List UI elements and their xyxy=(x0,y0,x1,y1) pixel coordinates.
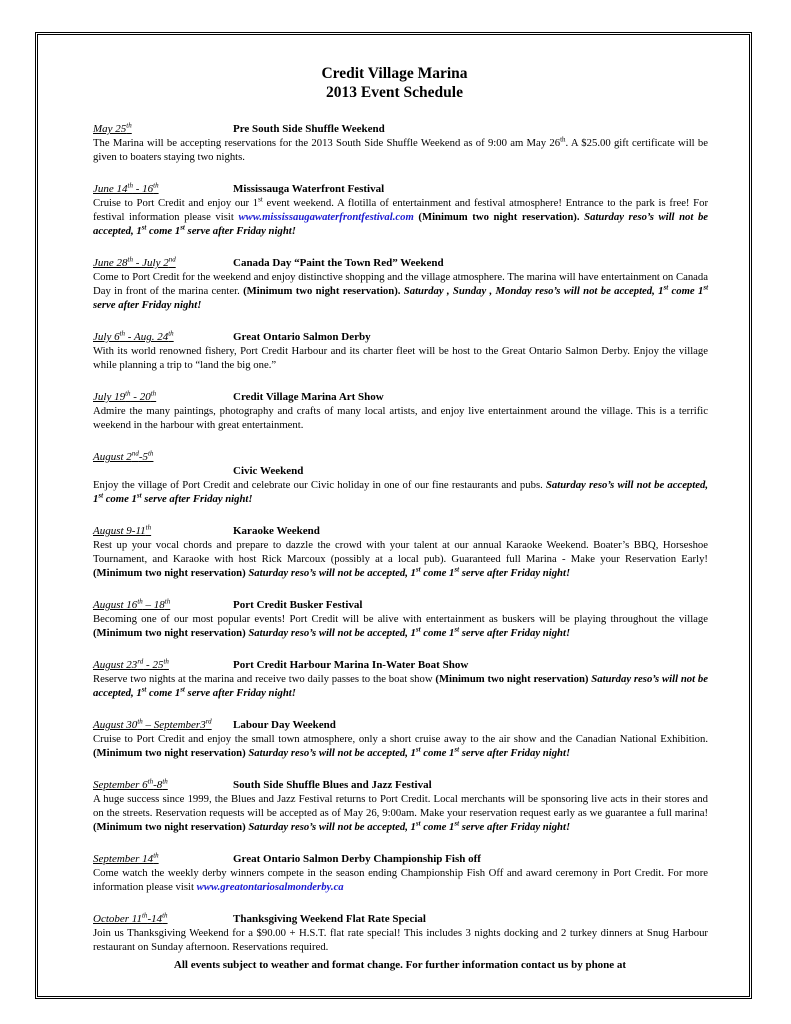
event-header xyxy=(93,256,708,270)
event-date: June 14th - 16th xyxy=(93,181,159,195)
event-entry xyxy=(93,658,708,700)
event-date: September 6th-8th xyxy=(93,777,168,791)
event-entry xyxy=(93,912,708,954)
event-description: Cruise to Port Credit and enjoy the small town atmosphere, only a short cruise away to the air show and the Canadian National Exhibition. (Minimum two night reservation) Saturday reso’s will not be accepted, 1st come 1st serve after Friday night! xyxy=(93,733,708,759)
event-header xyxy=(93,718,708,732)
event-name: Port Credit Busker Festival xyxy=(233,599,363,611)
event-description: Come to Port Credit for the weekend and enjoy distinctive shopping and the village atmosphere. The marina will have entertainment on Canada Day in front of the marina center. (Minimum two night reservation). Saturday , Sunday , Monday reso’s will not be accepted, 1st come 1st serve after Friday night! xyxy=(93,271,709,311)
reservation-minimum: (Minimum two night reservation) xyxy=(93,567,246,579)
reservation-note: Saturday , Sunday , Monday reso’s will not be accepted, 1st come 1st serve after Friday night! xyxy=(93,283,709,311)
event-header xyxy=(93,450,708,464)
event-date: October 11th-14th xyxy=(93,911,168,925)
event-header xyxy=(93,182,708,196)
event-description: The Marina will be accepting reservations for the 2013 South Side Shuffle Weekend as of 9:00 am May 26th. A $25.00 gift certificate will be given to boaters staying two nights. xyxy=(93,135,709,163)
page-title: Credit Village Marina xyxy=(321,65,468,82)
reservation-minimum: (Minimum two night reservation) xyxy=(93,821,246,833)
event-date: July 19th - 20th xyxy=(93,389,157,403)
event-date: August 9-11th xyxy=(93,523,152,537)
event-header xyxy=(93,912,708,926)
page-subtitle: 2013 Event Schedule xyxy=(326,84,463,101)
event-name: Thanksgiving Weekend Flat Rate Special xyxy=(233,913,426,925)
event-description: Rest up your vocal chords and prepare to dazzle the crowd with your talent at our annual Karaoke Weekend. Boater’s BBQ, Horseshoe Tournament, and Karaoke with host Rick Marcoux (possibly at a local pub). Guaranteed full Marina - Make your Reservation Early! (Minimum two night reservation) Saturday reso’s will not be accepted, 1st come 1st serve after Friday night! xyxy=(93,539,708,579)
event-name: Labour Day Weekend xyxy=(233,719,336,731)
event-name: Mississauga Waterfront Festival xyxy=(233,183,385,195)
event-description: Admire the many paintings, photography and crafts of many local artists, and enjoy live entertainment around the village. This is a terrific weekend in the harbour with great entertainment. xyxy=(93,405,708,431)
reservation-minimum: (Minimum two night reservation). xyxy=(243,285,401,297)
event-date: July 6th - Aug. 24th xyxy=(93,329,174,343)
event-header xyxy=(93,122,708,136)
event-description: Enjoy the village of Port Credit and celebrate our Civic holiday in one of our fine restaurants and pubs. Saturday reso’s will not be accepted, 1st come 1st serve after Friday night! xyxy=(93,479,709,505)
reservation-note: Saturday reso’s will not be accepted, 1st come 1st serve after Friday night! xyxy=(93,673,709,699)
event-date: August 23rd - 25th xyxy=(93,657,169,671)
event-name: Great Ontario Salmon Derby xyxy=(233,331,371,343)
event-name: Karaoke Weekend xyxy=(233,525,320,537)
reservation-note: Saturday reso’s will not be accepted, 1st come 1st serve after Friday night! xyxy=(93,479,709,505)
event-name: Port Credit Harbour Marina In-Water Boat Show xyxy=(233,659,469,671)
event-entry xyxy=(93,852,708,894)
reservation-note: Saturday reso’s will not be accepted, 1st come 1st serve after Friday night! xyxy=(248,625,571,639)
event-description: Cruise to Port Credit and enjoy our 1st event weekend. A flotilla of entertainment and festival atmosphere! Entrance to the park is free! For festival information please visit www.mississaugawaterfrontfestival.com (Minimum two night reservation). Saturday reso’s will not be accepted, 1st come 1st serve after Friday night! xyxy=(93,195,709,237)
event-header xyxy=(93,778,708,792)
event-name: Canada Day “Paint the Town Red” Weekend xyxy=(233,257,444,269)
reservation-note: Saturday reso’s will not be accepted, 1st come 1st serve after Friday night! xyxy=(248,565,571,579)
event-name: Credit Village Marina Art Show xyxy=(233,391,384,403)
event-name: Civic Weekend xyxy=(233,465,304,477)
event-entry xyxy=(93,718,708,760)
event-date: August 30th – September3rd xyxy=(93,717,212,731)
event-description: Come watch the weekly derby winners compete in the season ending Championship Fish Off and award ceremony in Port Credit. For more information please visit www.greatontariosalmonderby.ca xyxy=(93,867,708,893)
event-header xyxy=(93,658,708,672)
reservation-note: Saturday reso’s will not be accepted, 1st come 1st serve after Friday night! xyxy=(248,745,571,759)
event-name: Pre South Side Shuffle Weekend xyxy=(233,123,385,135)
event-date: August 2nd-5th xyxy=(93,449,154,463)
reservation-minimum: (Minimum two night reservation) xyxy=(93,747,246,759)
event-description: Reserve two nights at the marina and receive two daily passes to the boat show (Minimum two night reservation) Saturday reso’s will not be accepted, 1st come 1st serve after Friday night! xyxy=(93,673,709,699)
event-date: August 16th – 18th xyxy=(93,597,171,611)
event-list xyxy=(93,122,708,954)
event-header xyxy=(93,852,708,866)
event-description: With its world renowned fishery, Port Credit Harbour and its charter fleet will be host to the Great Ontario Salmon Derby. Enjoy the village while planning a trip to “land the big one.” xyxy=(93,345,708,371)
event-link[interactable]: www.mississaugawaterfrontfestival.com xyxy=(238,211,414,223)
event-date: September 14th xyxy=(93,851,159,865)
event-date: June 28th - July 2nd xyxy=(93,255,176,269)
event-entry xyxy=(93,450,708,506)
event-entry xyxy=(93,182,708,238)
event-name: South Side Shuffle Blues and Jazz Festival xyxy=(233,779,432,791)
document-body xyxy=(93,64,708,972)
event-header xyxy=(93,330,708,344)
event-link[interactable]: www.greatontariosalmonderby.ca xyxy=(196,881,344,893)
event-entry xyxy=(93,390,708,432)
event-entry xyxy=(93,330,708,372)
event-header xyxy=(93,390,708,404)
event-entry xyxy=(93,598,708,640)
event-header xyxy=(93,598,708,612)
reservation-note: Saturday reso’s will not be accepted, 1st come 1st serve after Friday night! xyxy=(93,211,709,237)
reservation-minimum: (Minimum two night reservation). xyxy=(418,211,580,223)
reservation-minimum: (Minimum two night reservation) xyxy=(435,673,589,685)
event-description: Becoming one of our most popular events! Port Credit will be alive with entertainment as buskers will be playing throughout the village (Minimum two night reservation) Saturday reso’s will not be accepted, 1st come 1st serve after Friday night! xyxy=(93,613,708,639)
event-description: Join us Thanksgiving Weekend for a $90.00 + H.S.T. flat rate special! This includes 3 nights docking and 2 turkey dinners at Snug Harbour restaurant on Sunday afternoon. Reservations required. xyxy=(93,927,708,953)
event-entry xyxy=(93,256,708,312)
footer-note: All events subject to weather and format change. For further information contact us by phone at xyxy=(173,959,627,971)
reservation-note: Saturday reso’s will not be accepted, 1st come 1st serve after Friday night! xyxy=(248,819,571,833)
event-header xyxy=(93,524,708,538)
event-date: May 25th xyxy=(93,121,132,135)
event-entry xyxy=(93,778,708,834)
event-name: Great Ontario Salmon Derby Championship Fish off xyxy=(233,853,481,865)
reservation-minimum: (Minimum two night reservation) xyxy=(93,627,246,639)
event-entry xyxy=(93,524,708,580)
event-description: A huge success since 1999, the Blues and Jazz Festival returns to Port Credit. Local merchants will be sponsoring live acts in their stores and on the streets. Reservation requests will be accepted as of May 26, 9:00am. Make your reservation request early as we guarantee a full marina! (Minimum two night reservation) Saturday reso’s will not be accepted, 1st come 1st serve after Friday night! xyxy=(93,793,708,833)
event-entry xyxy=(93,122,708,164)
